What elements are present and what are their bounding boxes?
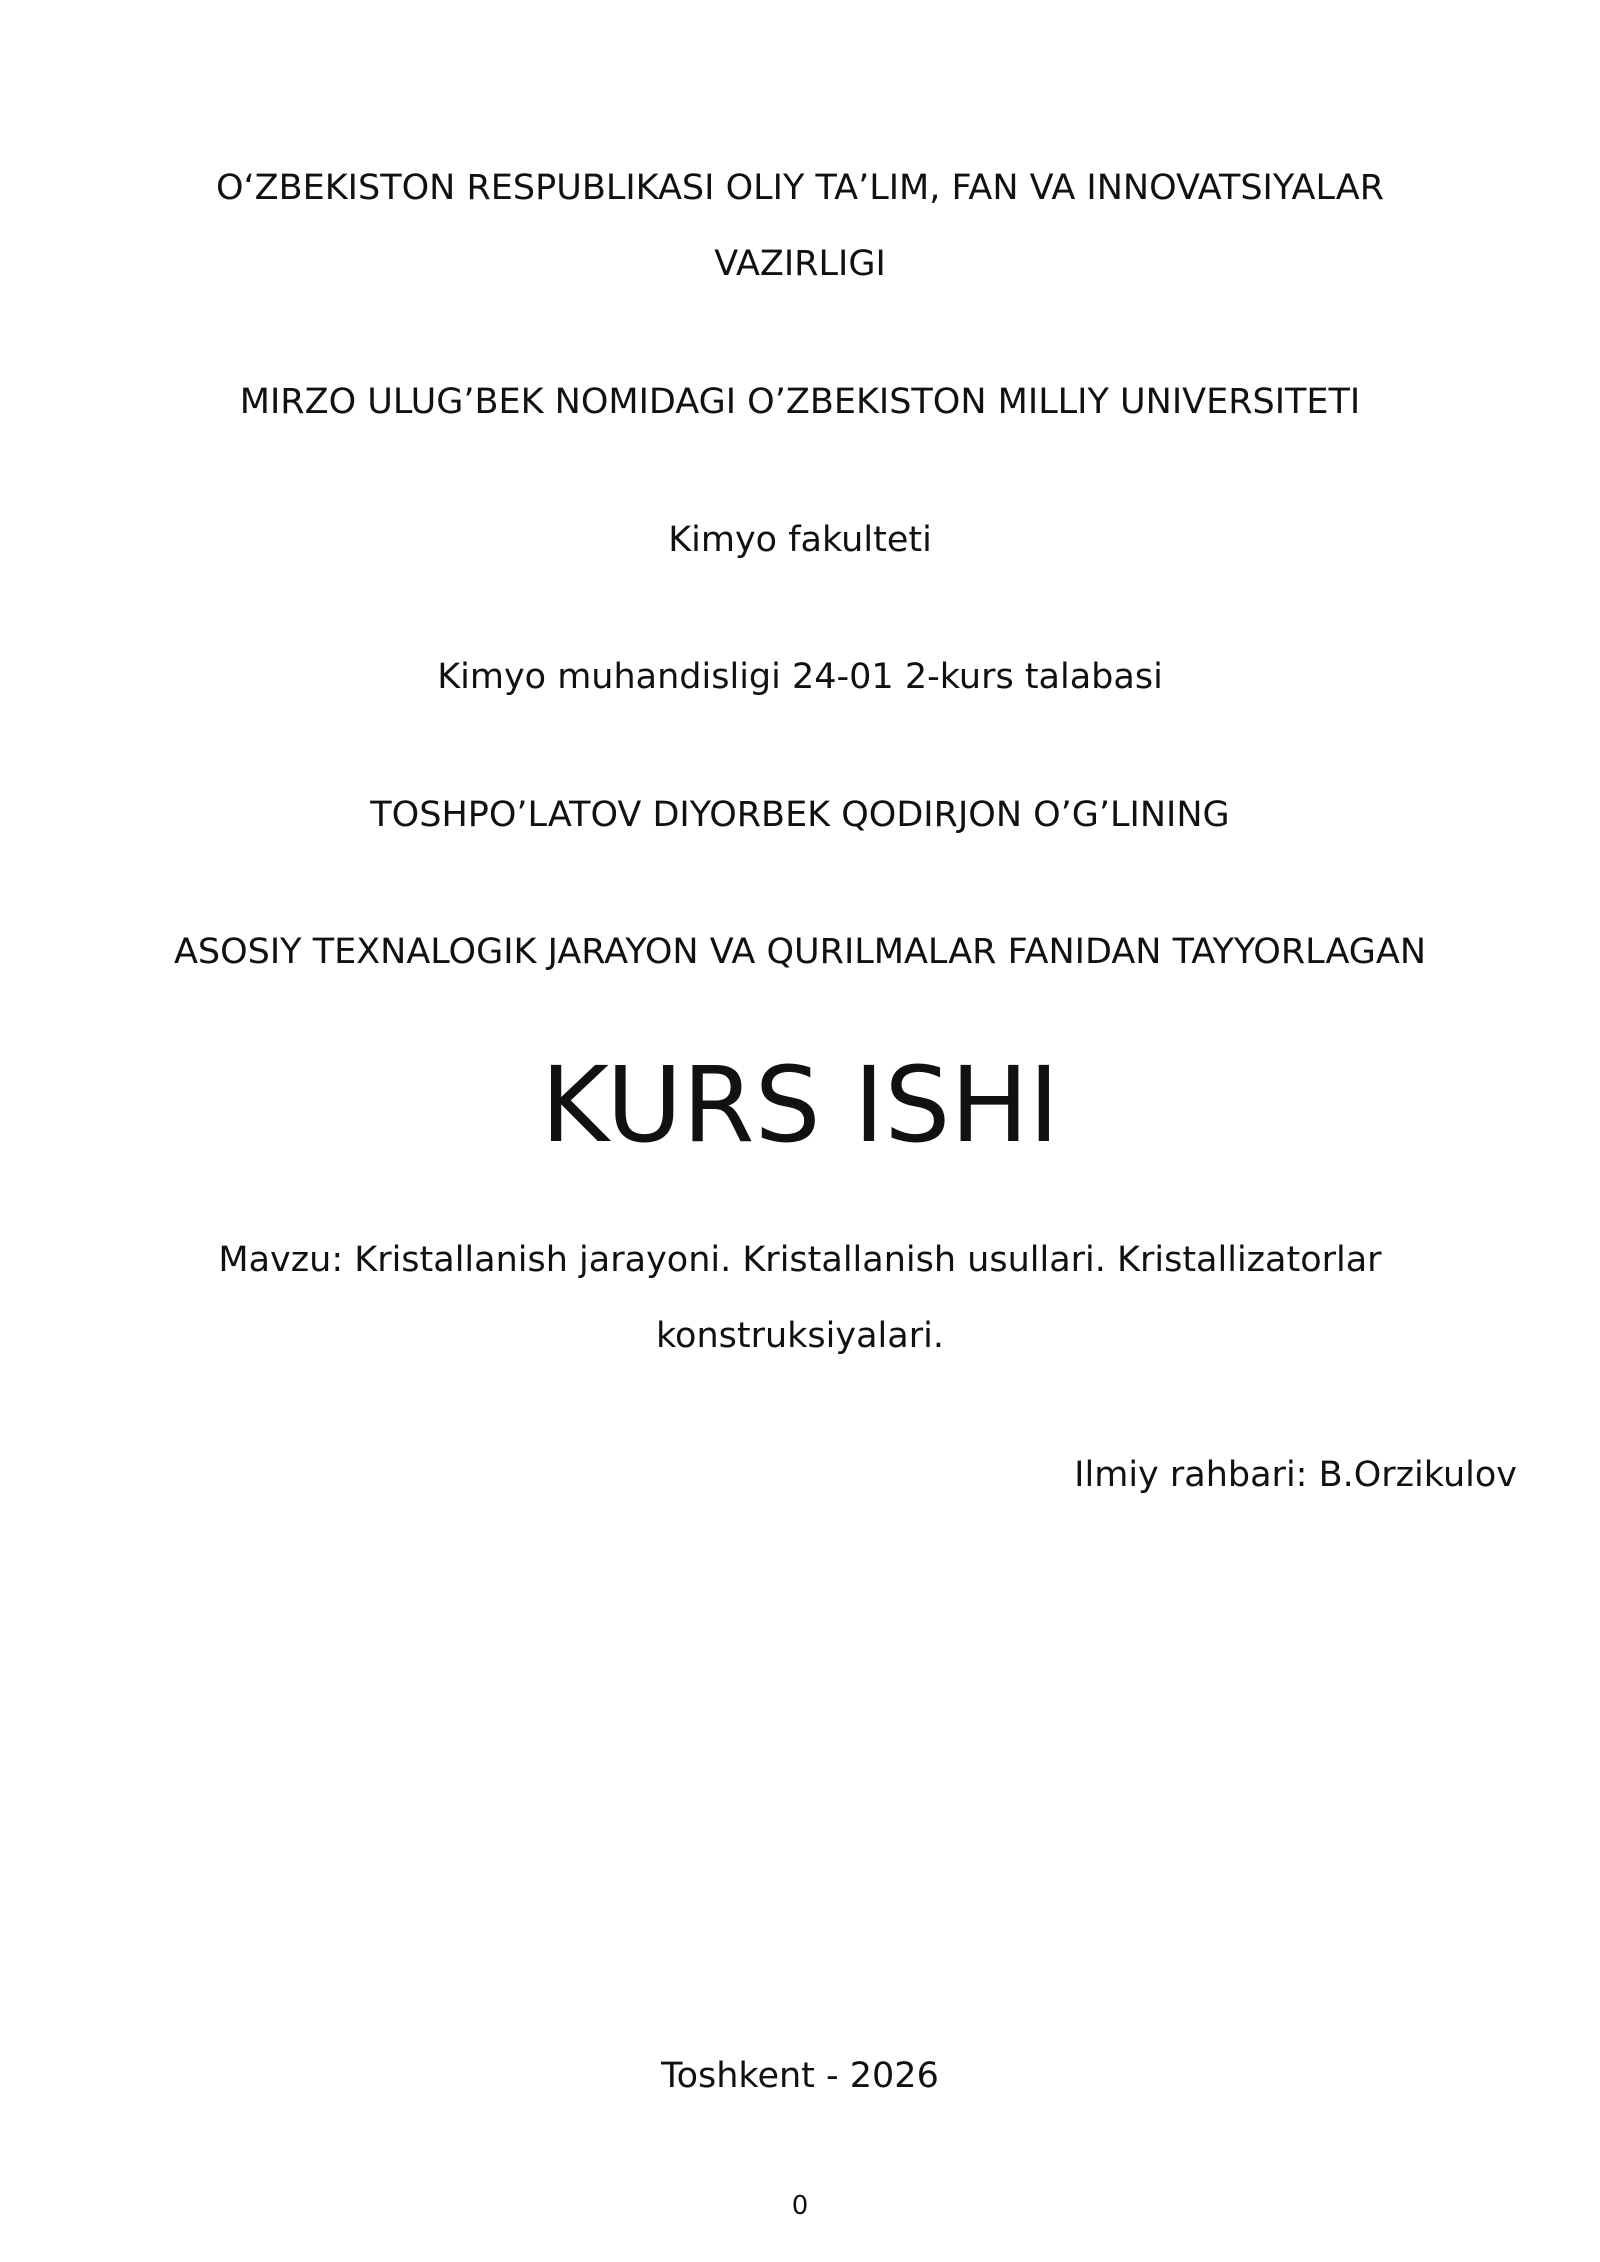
page-number: 0 xyxy=(791,2191,809,2221)
faculty-name: Kimyo fakulteti xyxy=(668,520,932,560)
document-title: KURS ISHI xyxy=(540,1044,1060,1166)
student-info: Kimyo muhandisligi 24-01 2-kurs talabasi xyxy=(437,657,1163,697)
subject-line: ASOSIY TEXNALOGIK JARAYON VA QURILMALAR FANIDAN TAYYORLAGAN xyxy=(173,932,1427,972)
topic-line-1: Mavzu: Kristallanish jarayoni. Kristallanish usullari. Kristallizatorlar xyxy=(218,1240,1382,1280)
topic-line-2: konstruksiyalari. xyxy=(656,1316,944,1356)
ministry-line-2: VAZIRLIGI xyxy=(714,244,886,284)
ministry-line-1: O‘ZBEKISTON RESPUBLIKASI OLIY TA’LIM, FAN VA INNOVATSIYALAR xyxy=(215,168,1385,208)
university-name: MIRZO ULUG’BEK NOMIDAGI O’ZBEKISTON MILLIY UNIVERSITETI xyxy=(239,382,1361,422)
supervisor: Ilmiy rahbari: B.Orzikulov xyxy=(1074,1455,1517,1495)
student-name: TOSHPO’LATOV DIYORBEK QODIRJON O’G’LINING xyxy=(370,795,1230,835)
city-year: Toshkent - 2026 xyxy=(661,2056,939,2096)
